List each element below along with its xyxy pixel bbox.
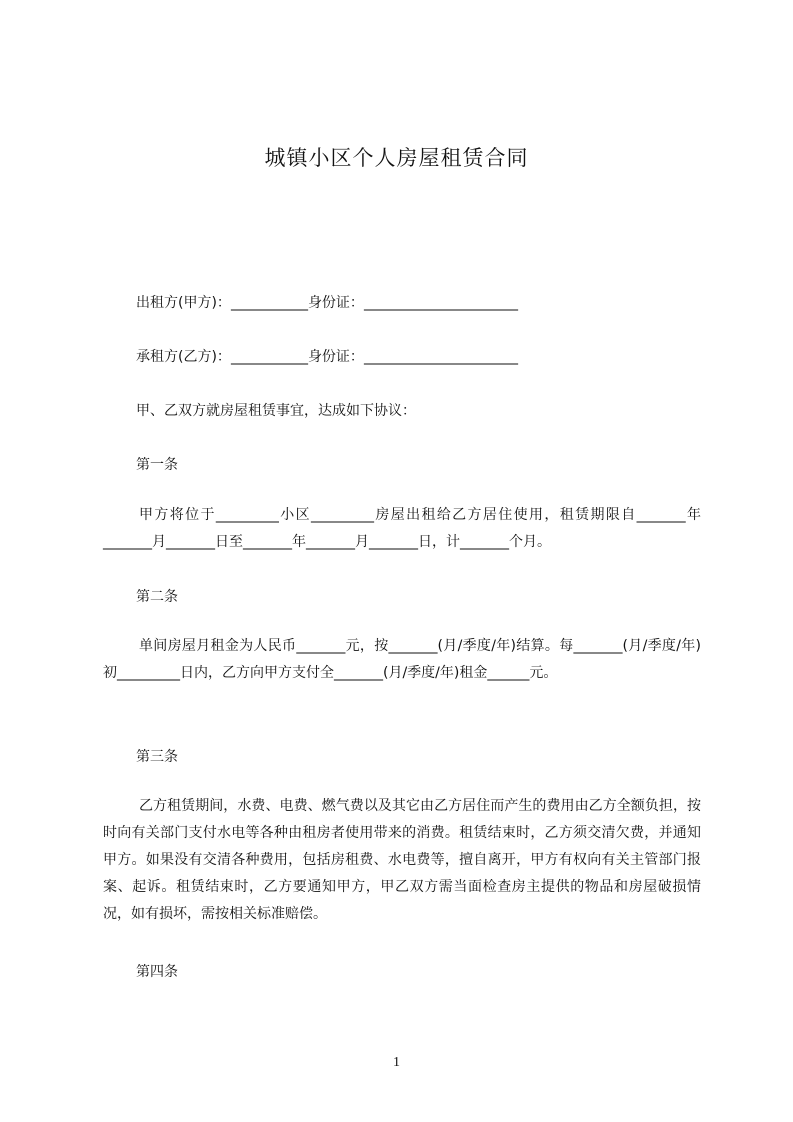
article-1-heading: 第一条	[136, 457, 178, 473]
page-number: 1	[393, 1055, 400, 1070]
party-b-name-blank: ___________	[230, 349, 308, 365]
article-4-heading: 第四条	[136, 964, 178, 980]
article-3-body: 乙方租赁期间，水费、电费、燃气费以及其它由乙方居住而产生的费用由乙方全额负担，按时向有关部门支付水电等各种由租房者使用带来的消费。租赁结束时，乙方须交清欠费，并通知甲方。如果没有交清各种费用，包括房租费、水电费等，擅自离开，甲方有权向有关主管部门报案、起诉。租赁结束时，乙方要通知甲方，甲乙双方需当面检查房主提供的物品和房屋破损情况，如有损坏，需按相关标准赔偿。	[103, 798, 701, 922]
party-b-line	[136, 346, 518, 366]
article-3-heading: 第三条	[136, 749, 178, 765]
party-a-name-blank: ___________	[230, 295, 308, 311]
intro-text: 甲、乙双方就房屋租赁事宜，达成如下协议：	[136, 403, 416, 419]
article-2-heading: 第二条	[136, 589, 178, 605]
party-a-label: 出租方(甲方)：	[136, 295, 231, 311]
article-1-body: 甲方将位于_________小区_________房屋出租给乙方居住使用，租赁期限自_______年_______月_______日至_______年_______月_______日，计_______个月。	[103, 507, 701, 550]
party-b-id-blank: ______________________	[363, 349, 518, 365]
party-a-line	[136, 292, 518, 312]
document-title: 城镇小区个人房屋租赁合同	[264, 146, 529, 170]
party-b-id-label: 身份证：	[307, 349, 364, 365]
party-a-id-label: 身份证：	[307, 295, 364, 311]
party-a-id-blank: ______________________	[363, 295, 518, 311]
party-b-label: 承租方(乙方)：	[136, 349, 231, 365]
article-2-body: 单间房屋月租金为人民币_______元，按_______(月/季度/年)结算。每_______(月/季度/年)初_________日内，乙方向甲方支付全_______(月/季度/年)租金______元。	[103, 638, 701, 681]
